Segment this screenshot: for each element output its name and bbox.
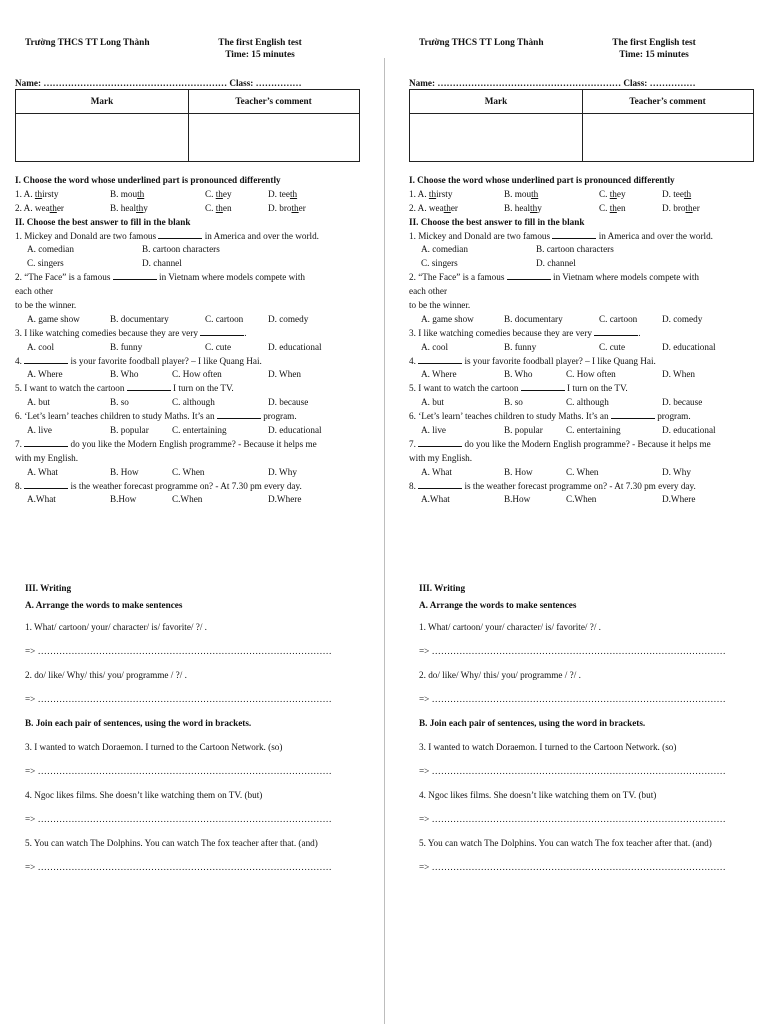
part2-q4-stem: 4. is your favorite foodball player? – I like Quang Hai. — [15, 355, 262, 366]
test-title: The first English test — [218, 38, 302, 48]
part2-q5-options: A. but B. so C. although D. because — [421, 397, 703, 408]
writing-q4: 4. Ngoc likes films. She doesn’t like watching them on TV. (but) — [419, 790, 657, 800]
quiz-section — [409, 174, 759, 507]
part2-q5-stem: 5. I want to watch the cartoon I turn on the TV. — [15, 383, 234, 394]
part2-q1-options-ab: A. comedian B. cartoon characters — [27, 244, 220, 255]
part1-q2: 2. A. weather B. healthy C. then D. brother — [15, 202, 306, 213]
test-time: Time: 15 minutes — [619, 50, 689, 60]
mark-header: Mark — [90, 96, 114, 106]
comment-header: Teacher’s comment — [629, 96, 706, 106]
answer-line[interactable]: => …………………………………………………………………………………… — [419, 646, 726, 656]
part2-q2-line2: each other — [15, 286, 54, 297]
writing-section — [25, 582, 365, 885]
part2-q8-options: A.What B.How C.When D.Where — [421, 494, 696, 505]
grade-table — [409, 89, 754, 162]
part2-q6-stem: 6. ‘Let’s learn’ teaches children to study Maths. It’s an program. — [409, 411, 691, 422]
comment-header: Teacher’s comment — [235, 96, 312, 106]
name-class-line: Name: …………………………………………………… Class: …………… — [15, 78, 302, 88]
answer-line[interactable]: => …………………………………………………………………………………… — [419, 814, 726, 824]
writing-q2: 2. do/ like/ Why/ this/ you/ programme / ?/ . — [419, 670, 581, 680]
part2-q2-options: A. game show B. documentary C. cartoon D. comedy — [421, 313, 703, 324]
writing-q2: 2. do/ like/ Why/ this/ you/ programme / ?/ . — [25, 670, 187, 680]
part2-q2-line2: each other — [409, 286, 448, 297]
part3-a-title: A. Arrange the words to make sentences — [419, 600, 577, 610]
answer-line[interactable]: => …………………………………………………………………………………… — [25, 694, 332, 704]
part1-q1: 1. A. thirsty B. mouth C. they D. teeth — [409, 188, 692, 199]
answer-line[interactable]: => …………………………………………………………………………………… — [419, 766, 726, 776]
part2-q2-line3: to be the winner. — [15, 300, 77, 311]
school-name: Trường THCS TT Long Thành — [419, 38, 544, 48]
part2-q2-stem: 2. “The Face” is a famous in Vietnam where models compete with — [15, 272, 306, 283]
part2-q6-stem: 6. ‘Let’s learn’ teaches children to study Maths. It’s an program. — [15, 411, 297, 422]
writing-q1: 1. What/ cartoon/ your/ character/ is/ favorite/ ?/ . — [419, 622, 601, 632]
test-sheet-right — [409, 0, 759, 1024]
part2-q2-stem: 2. “The Face” is a famous in Vietnam where models compete with — [409, 272, 700, 283]
part2-q7-line2: with my English. — [15, 452, 79, 463]
part2-q3-stem: 3. I like watching comedies because they are very . — [409, 327, 641, 338]
part2-q5-stem: 5. I want to watch the cartoon I turn on the TV. — [409, 383, 628, 394]
part3-b-title: B. Join each pair of sentences, using the word in brackets. — [419, 718, 646, 728]
test-time: Time: 15 minutes — [225, 50, 295, 60]
answer-line[interactable]: => …………………………………………………………………………………… — [419, 862, 726, 872]
part2-q4-options: A. Where B. Who C. How often D. When — [421, 369, 695, 380]
part1-title: I. Choose the word whose underlined part is pronounced differently — [409, 175, 675, 185]
part2-q1-options-ab: A. comedian B. cartoon characters — [421, 244, 614, 255]
test-title-block — [604, 37, 704, 61]
writing-q4: 4. Ngoc likes films. She doesn’t like watching them on TV. (but) — [25, 790, 263, 800]
part2-q5-options: A. but B. so C. although D. because — [27, 397, 309, 408]
part2-q7-line2: with my English. — [409, 452, 473, 463]
writing-section — [419, 582, 759, 885]
quiz-section — [15, 174, 365, 507]
part2-q7-stem: 7. do you like the Modern English programme? - Because it helps me — [15, 438, 317, 449]
grade-table — [15, 89, 360, 162]
writing-q1: 1. What/ cartoon/ your/ character/ is/ favorite/ ?/ . — [25, 622, 207, 632]
answer-line[interactable]: => …………………………………………………………………………………… — [25, 814, 332, 824]
test-title-block — [210, 37, 310, 61]
part3-title: III. Writing — [25, 583, 72, 593]
part2-q4-stem: 4. is your favorite foodball player? – I like Quang Hai. — [409, 355, 656, 366]
answer-line[interactable]: => …………………………………………………………………………………… — [419, 694, 726, 704]
part2-q3-options: A. cool B. funny C. cute D. educational — [421, 341, 716, 352]
part1-q2: 2. A. weather B. healthy C. then D. brother — [409, 202, 700, 213]
part3-title: III. Writing — [419, 583, 466, 593]
test-sheet-left — [15, 0, 365, 1024]
writing-q3: 3. I wanted to watch Doraemon. I turned to the Cartoon Network. (so) — [25, 742, 283, 752]
writing-q5: 5. You can watch The Dolphins. You can watch The fox teacher after that. (and) — [25, 838, 318, 848]
part2-q2-options: A. game show B. documentary C. cartoon D. comedy — [27, 313, 309, 324]
part1-title: I. Choose the word whose underlined part is pronounced differently — [15, 175, 281, 185]
part2-q1-stem: 1. Mickey and Donald are two famous in America and over the world. — [15, 230, 319, 241]
part2-q1-options-cd: C. singers D. channel — [421, 258, 576, 269]
writing-q3: 3. I wanted to watch Doraemon. I turned to the Cartoon Network. (so) — [419, 742, 677, 752]
part2-q1-stem: 1. Mickey and Donald are two famous in America and over the world. — [409, 230, 713, 241]
part3-b-title: B. Join each pair of sentences, using the word in brackets. — [25, 718, 252, 728]
part3-a-title: A. Arrange the words to make sentences — [25, 600, 183, 610]
part2-q4-options: A. Where B. Who C. How often D. When — [27, 369, 301, 380]
part2-q1-options-cd: C. singers D. channel — [27, 258, 182, 269]
mark-header: Mark — [484, 96, 508, 106]
part2-q8-stem: 8. is the weather forecast programme on? - At 7.30 pm every day. — [15, 480, 302, 491]
part2-q8-stem: 8. is the weather forecast programme on? - At 7.30 pm every day. — [409, 480, 696, 491]
name-class-line: Name: …………………………………………………… Class: …………… — [409, 78, 696, 88]
part2-q7-options: A. What B. How C. When D. Why — [27, 466, 297, 477]
part2-q7-stem: 7. do you like the Modern English programme? - Because it helps me — [409, 438, 711, 449]
answer-line[interactable]: => …………………………………………………………………………………… — [25, 766, 332, 776]
part2-q6-options: A. live B. popular C. entertaining D. educational — [421, 425, 716, 436]
part2-q2-line3: to be the winner. — [409, 300, 471, 311]
part1-q1: 1. A. thirsty B. mouth C. they D. teeth — [15, 188, 298, 199]
part2-title: II. Choose the best answer to fill in the blank — [15, 216, 191, 227]
page-divider — [384, 58, 385, 1024]
part2-q3-options: A. cool B. funny C. cute D. educational — [27, 341, 322, 352]
writing-q5: 5. You can watch The Dolphins. You can watch The fox teacher after that. (and) — [419, 838, 712, 848]
answer-line[interactable]: => …………………………………………………………………………………… — [25, 862, 332, 872]
answer-line[interactable]: => …………………………………………………………………………………… — [25, 646, 332, 656]
part2-title: II. Choose the best answer to fill in the blank — [409, 216, 585, 227]
part2-q8-options: A.What B.How C.When D.Where — [27, 494, 302, 505]
part2-q7-options: A. What B. How C. When D. Why — [421, 466, 691, 477]
school-name: Trường THCS TT Long Thành — [25, 38, 150, 48]
test-title: The first English test — [612, 38, 696, 48]
part2-q3-stem: 3. I like watching comedies because they are very . — [15, 327, 247, 338]
part2-q6-options: A. live B. popular C. entertaining D. educational — [27, 425, 322, 436]
